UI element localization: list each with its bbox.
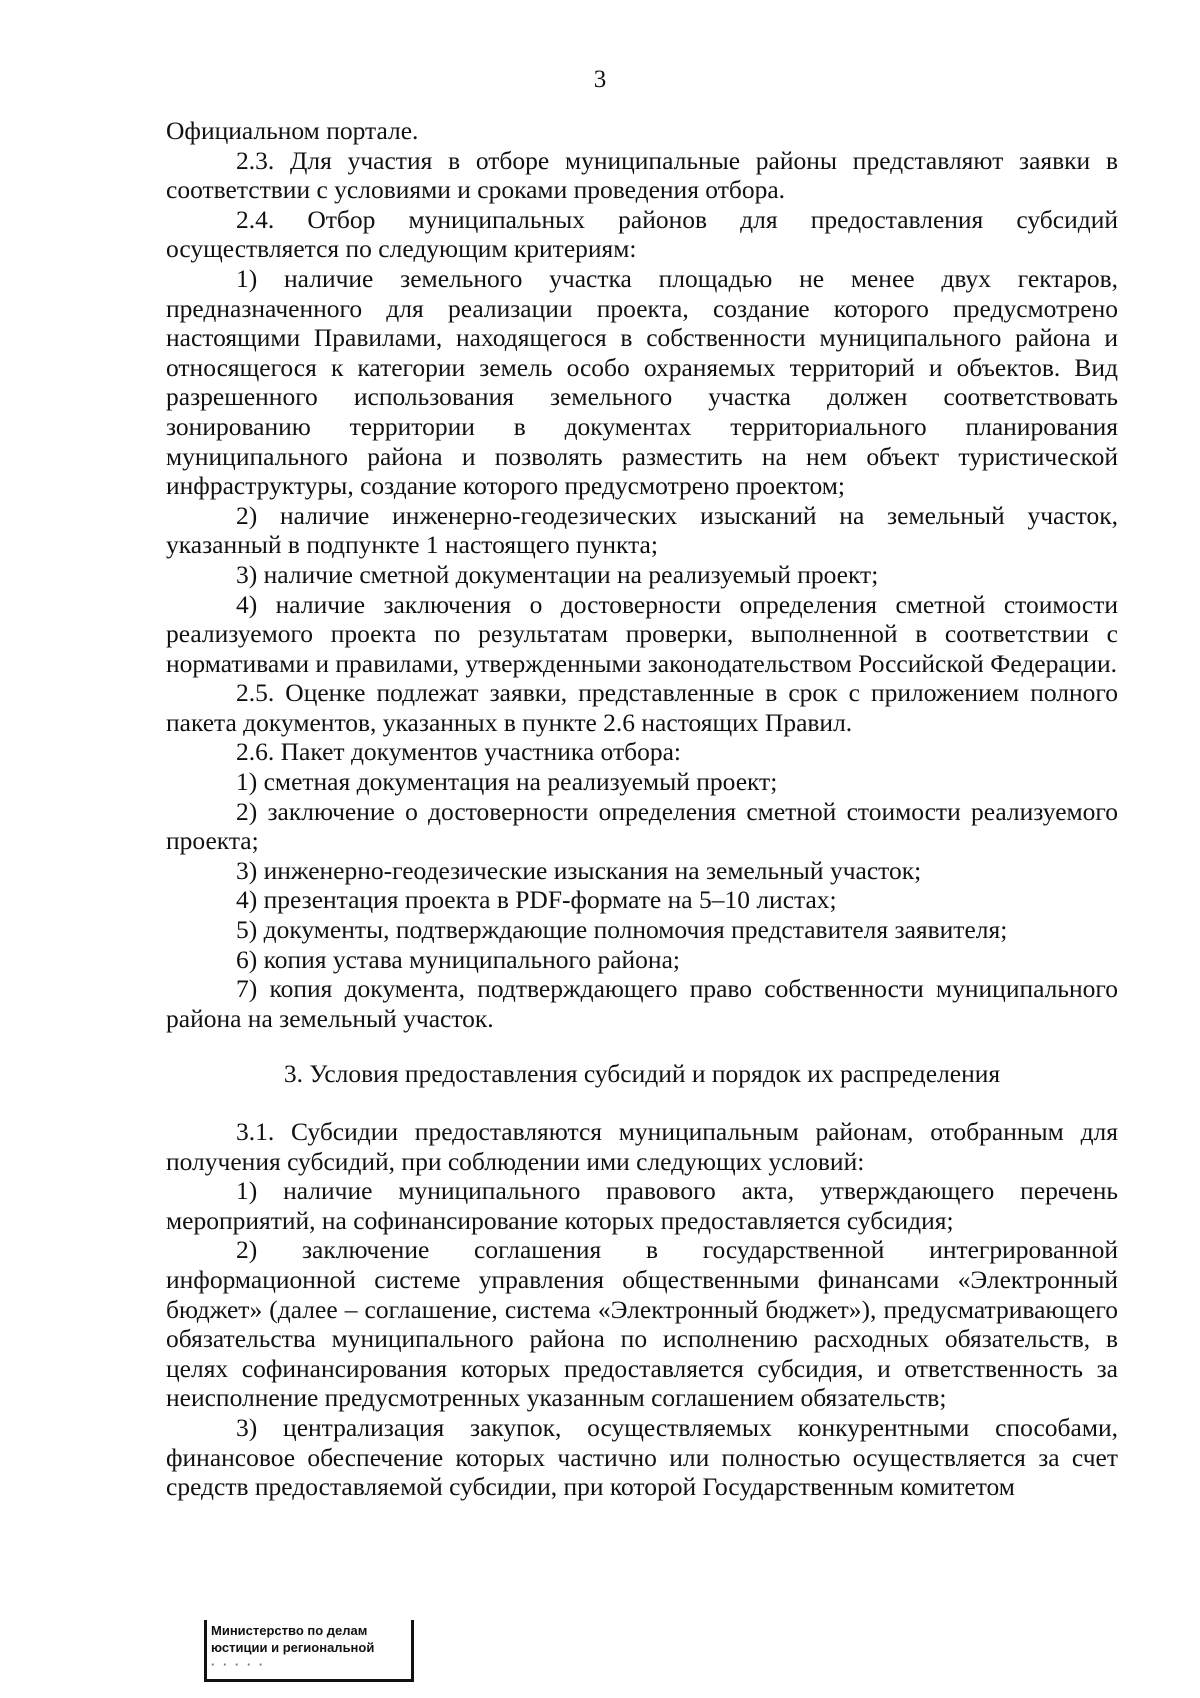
page-number: 3 [593,66,607,93]
list-item: 2) заключение соглашения в государственной интегрированной информационной системе управления общественными финансами «Электронный бюджет» (далее – соглашение, система «Электронный бюджет»), предусматривающего обязательства муниципального района по исполнению расходных обязательств, в целях софинансирования которых предоставляется субсидия, и ответственность за неисполнение предусмотренных указанным соглашением обязательств; [166,1235,1118,1413]
paragraph: 2.4. Отбор муниципальных районов для предоставления субсидий осуществляется по следующим критериям: [166,204,1118,264]
list-item: 1) наличие муниципального правового акта, утверждающего перечень мероприятий, на софинансирование которых предоставляется субсидия; [166,1176,1118,1235]
stamp-line: Министерство по делам [211,1623,368,1638]
list-item: 6) копия устава муниципального района; [236,944,680,974]
list-item: 7) копия документа, подтверждающего право собственности муниципального района на земельный участок. [166,974,1118,1033]
list-item: 2) наличие инженерно-геодезических изысканий на земельный участок, указанный в подпункте 1 настоящего пункта; [166,500,1118,560]
paragraph: Официальном портале. [166,116,419,145]
list-item: 4) презентация проекта в PDF-формате на 5–10 листах; [236,885,837,915]
list-item: 5) документы, подтверждающие полномочия представителя заявителя; [236,915,1008,945]
list-item: 2) заключение о достоверности определения сметной стоимости реализуемого проекта; [166,796,1118,856]
section-heading: 3. Условия предоставления субсидий и порядок их распределения [283,1059,1001,1089]
stamp-line: · · · · · [211,1657,266,1672]
paragraph: 2.3. Для участия в отборе муниципальные районы представляют заявки в соответствии с условиями и сроками проведения отбора. [166,145,1118,205]
paragraph: 2.5. Оценке подлежат заявки, представленные в срок с приложением полного пакета документов, указанных в пункте 2.6 настоящих Правил. [166,678,1118,737]
registration-stamp [204,1620,414,1682]
list-item: 3) централизация закупок, осуществляемых конкурентными способами, финансовое обеспечение которых частично или полностью осуществляется за счет средств предоставляемой субсидии, при которой Государственным комитетом [166,1412,1118,1502]
paragraph: 2.6. Пакет документов участника отбора: [236,737,681,767]
list-item: 3) наличие сметной документации на реализуемый проект; [236,559,879,589]
paragraph: 3.1. Субсидии предоставляются муниципальным районам, отобранным для получения субсидий, при соблюдении ими следующих условий: [166,1117,1118,1176]
list-item: 1) сметная документация на реализуемый проект; [236,767,778,797]
list-item: 3) инженерно-геодезические изыскания на земельный участок; [236,855,922,885]
list-item: 1) наличие земельного участка площадью не менее двух гектаров, предназначенного для реализации проекта, создание которого предусмотрено настоящими Правилами, находящегося в собственности муниципального района и относящегося к категории земель особо охраняемых территорий и объектов. Вид разрешенного использования земельного участка должен соответствовать зонированию территории в документах территориального планирования муниципального района и позволять разместить на нем объект туристической инфраструктуры, создание которого предусмотрено проектом; [166,263,1118,501]
document-body [166,116,1118,1502]
stamp-line: юстиции и региональной [211,1640,375,1655]
list-item: 4) наличие заключения о достоверности определения сметной стоимости реализуемого проекта по результатам проверки, выполненной в соответствии с нормативами и правилами, утвержденными законодательством Российской Федерации. [166,589,1118,678]
